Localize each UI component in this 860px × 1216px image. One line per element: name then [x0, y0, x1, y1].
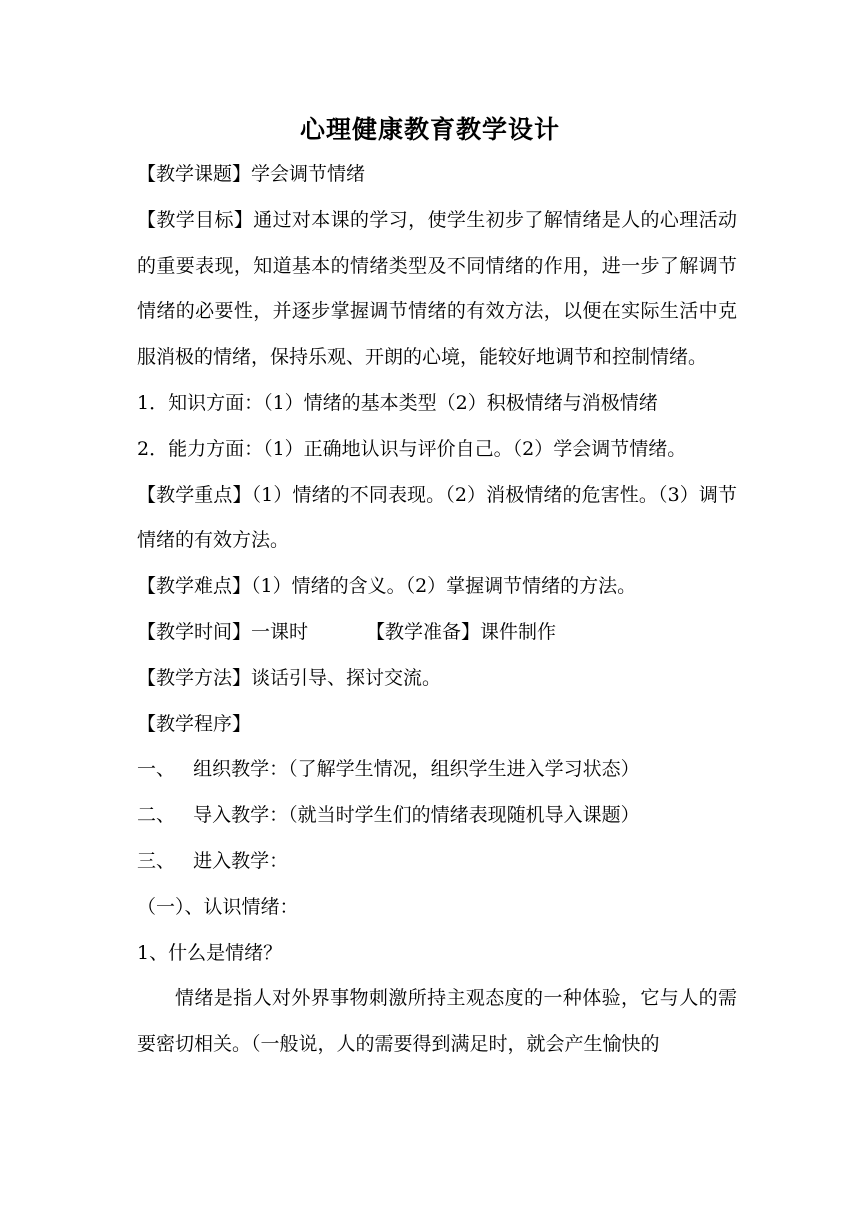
document-title: 心理健康教育教学设计	[299, 115, 560, 144]
step-1-line: 一、 组织教学：（了解学生情况，组织学生进入学习状态）	[137, 758, 640, 781]
key-points-paragraph: 【教学重点】（1）情绪的不同表现。（2）消极情绪的危害性。（3）调节情绪的有效方法。	[137, 483, 737, 552]
step-2-line: 二、 导入教学：（就当时学生们的情绪表现随机导入课题）	[137, 804, 640, 827]
method-line: 【教学方法】谈话引导、探讨交流。	[137, 666, 442, 689]
goal-paragraph: 【教学目标】通过对本课的学习，使学生初步了解情绪是人的心理活动的重要表现，知道基本的情绪类型及不同情绪的作用，进一步了解调节情绪的必要性，并逐步掌握调节情绪的有效方法，以便在实际生活中克服消极的情绪，保持乐观、开朗的心境，能较好地调节和控制情绪。	[137, 208, 737, 369]
answer-1-paragraph: 情绪是指人对外界事物刺激所持主观态度的一种体验，它与人的需要密切相关。（一般说，人的需要得到满足时，就会产生愉快的	[137, 987, 737, 1056]
knowledge-line: 1．知识方面：（1）情绪的基本类型（2）积极情绪与消极情绪	[137, 391, 658, 414]
step-3-line: 三、 进入教学：	[137, 849, 289, 872]
time-line: 【教学时间】一课时	[137, 620, 309, 643]
topic-line: 【教学课题】学会调节情绪	[137, 163, 366, 185]
document-body	[137, 152, 737, 1068]
question-1-line: 1、什么是情绪？	[137, 941, 283, 964]
difficulties-line: 【教学难点】（1）情绪的含义。（2）掌握调节情绪的方法。	[137, 575, 637, 598]
section-1-heading: （一）、认识情绪：	[137, 895, 299, 918]
procedure-heading: 【教学程序】	[137, 712, 252, 735]
preparation-line: 【教学准备】课件制作	[366, 620, 557, 643]
time-preparation-row	[137, 610, 737, 656]
ability-line: 2．能力方面：（1）正确地认识与评价自己。（2）学会调节情绪。	[137, 437, 687, 460]
